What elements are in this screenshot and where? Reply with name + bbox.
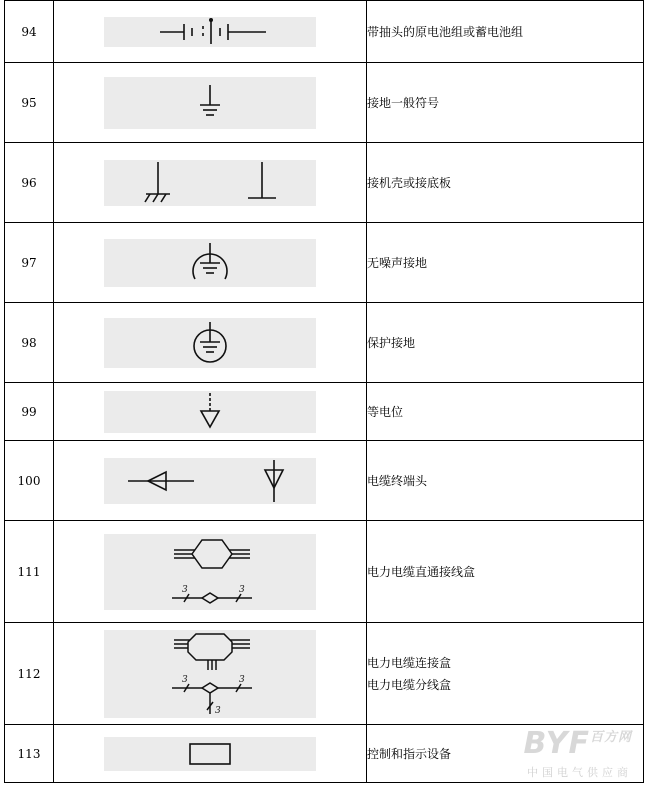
watermark bbox=[488, 724, 638, 784]
symbol-panel bbox=[104, 239, 316, 287]
cable-terminal-icon bbox=[104, 458, 316, 504]
description-line: 等电位 bbox=[367, 404, 404, 419]
description-line: 电力电缆连接盒 bbox=[367, 655, 452, 670]
description bbox=[367, 303, 644, 383]
row-number: 99 bbox=[5, 383, 54, 441]
symbol-cell bbox=[54, 63, 367, 143]
cable-connect-branch-box-icon bbox=[104, 630, 316, 718]
symbol-panel bbox=[104, 77, 316, 129]
chassis-ground-icon bbox=[104, 160, 316, 206]
symbol-panel bbox=[104, 160, 316, 206]
table-row bbox=[5, 303, 644, 383]
symbol-cell bbox=[54, 725, 367, 783]
noiseless-ground-icon bbox=[104, 239, 316, 287]
symbol-panel bbox=[104, 630, 316, 718]
svg-text:3: 3 bbox=[215, 705, 221, 716]
watermark-logo-cn: 百方网 bbox=[589, 730, 632, 745]
table-row bbox=[5, 623, 644, 725]
watermark-subtitle: 中国电气供应商 bbox=[527, 766, 632, 779]
description-line: 控制和指示设备 bbox=[367, 746, 452, 761]
table-row bbox=[5, 1, 644, 63]
symbol-panel bbox=[104, 391, 316, 433]
svg-text:3: 3 bbox=[239, 674, 245, 685]
symbol-panel bbox=[104, 737, 316, 771]
description-line: 带抽头的原电池组或蓄电池组 bbox=[367, 24, 524, 39]
description bbox=[367, 223, 644, 303]
svg-text:3: 3 bbox=[182, 584, 188, 595]
symbol-panel bbox=[104, 534, 316, 610]
row-number: 111 bbox=[5, 521, 54, 623]
row-number: 95 bbox=[5, 63, 54, 143]
row-number: 100 bbox=[5, 441, 54, 521]
row-number: 96 bbox=[5, 143, 54, 223]
battery-tapped-icon bbox=[104, 17, 316, 47]
description bbox=[367, 521, 644, 623]
symbol-panel bbox=[104, 17, 316, 47]
table-row bbox=[5, 383, 644, 441]
symbol-cell bbox=[54, 1, 367, 63]
equipotential-icon bbox=[104, 391, 316, 433]
symbol-cell bbox=[54, 441, 367, 521]
row-number: 98 bbox=[5, 303, 54, 383]
table-row bbox=[5, 441, 644, 521]
table-row bbox=[5, 223, 644, 303]
description-line: 接地一般符号 bbox=[367, 95, 440, 110]
svg-text:3: 3 bbox=[182, 674, 188, 685]
watermark-logo-text: BYF bbox=[523, 726, 590, 761]
symbol-panel bbox=[104, 458, 316, 504]
cable-straight-joint-box-icon bbox=[104, 534, 316, 610]
protective-ground-icon bbox=[104, 318, 316, 368]
symbol-cell bbox=[54, 623, 367, 725]
table-row bbox=[5, 521, 644, 623]
description bbox=[367, 143, 644, 223]
row-number: 112 bbox=[5, 623, 54, 725]
control-device-icon bbox=[104, 737, 316, 771]
description bbox=[367, 623, 644, 725]
description-line: 电缆终端头 bbox=[367, 473, 428, 488]
table-row bbox=[5, 63, 644, 143]
description-line: 无噪声接地 bbox=[367, 255, 428, 270]
ground-general-icon bbox=[104, 77, 316, 129]
row-number: 113 bbox=[5, 725, 54, 783]
symbol-table bbox=[4, 0, 644, 783]
symbol-cell bbox=[54, 303, 367, 383]
svg-text:3: 3 bbox=[239, 584, 245, 595]
symbol-cell bbox=[54, 383, 367, 441]
description bbox=[367, 441, 644, 521]
description bbox=[367, 63, 644, 143]
row-number: 97 bbox=[5, 223, 54, 303]
description bbox=[367, 1, 644, 63]
symbol-cell bbox=[54, 143, 367, 223]
symbol-cell bbox=[54, 223, 367, 303]
description-line: 保护接地 bbox=[367, 335, 416, 350]
description bbox=[367, 383, 644, 441]
symbol-cell bbox=[54, 521, 367, 623]
symbol-panel bbox=[104, 318, 316, 368]
watermark-logo bbox=[524, 726, 632, 761]
row-number: 94 bbox=[5, 1, 54, 63]
table-row bbox=[5, 143, 644, 223]
description-line: 接机壳或接底板 bbox=[367, 175, 452, 190]
description-line: 电力电缆直通接线盒 bbox=[367, 564, 476, 579]
description-line: 电力电缆分线盒 bbox=[367, 677, 452, 692]
